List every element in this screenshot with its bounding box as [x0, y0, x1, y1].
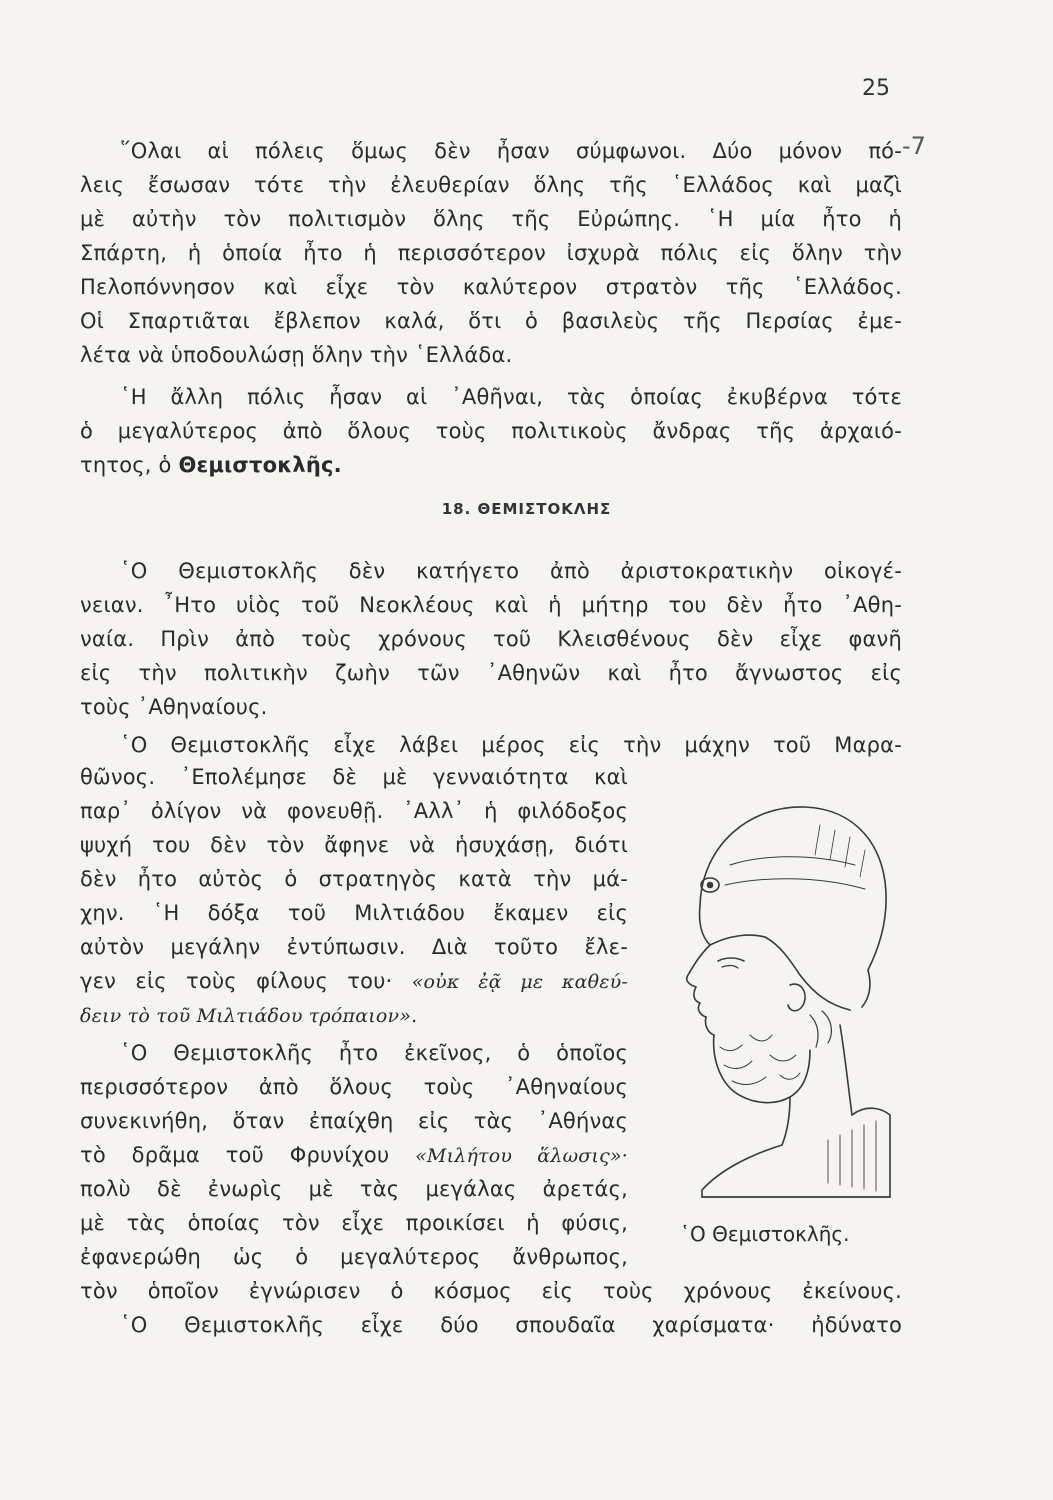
- text-line: συνεκινήθη, ὅταν ἐπαίχθη εἰς τὰς ᾿Αθήνας: [80, 1109, 628, 1133]
- ancient-quote: δειν τὸ τοῦ Μιλτιάδου τρόπαιον».: [80, 1005, 418, 1027]
- text-run: τητος, ὁ: [80, 453, 179, 477]
- text-line: Οἱ Σπαρτιᾶται ἔβλεπον καλά, ὅτι ὁ βασιλεὺς τῆς Περσίας ἐμε-: [80, 309, 902, 333]
- text-line: Πελοπόννησον καὶ εἶχε τὸν καλύτερον στρατὸν τῆς ῾Ελλάδος.: [80, 275, 902, 299]
- play-title: «Μιλήτου ἅλωσις»·: [415, 1145, 628, 1167]
- text-line: λέτα νὰ ὑποδουλώσῃ ὅλην τὴν ῾Ελλάδα.: [80, 343, 513, 367]
- section-heading: 18. ΘΕΜΙΣΤΟΚΛΗΣ: [441, 500, 612, 518]
- text-line: λεις ἔσωσαν τότε τὴν ἐλευθερίαν ὅλης τῆς ῾Ελλάδος καὶ μαζὶ: [80, 173, 902, 197]
- text-line: ὁ μεγαλύτερος ἀπὸ ὅλους τοὺς πολιτικοὺς ἄνδρας τῆς ἀρχαιό-: [80, 419, 902, 443]
- text-run: γεν εἰς τοὺς φίλους του·: [80, 969, 412, 993]
- text-line: τοὺς ᾿Αθηναίους.: [80, 695, 268, 719]
- text-line: μὲ τὰς ὁποίας τὸν εἶχε προικίσει ἡ φύσις,: [80, 1211, 628, 1235]
- themistocles-bust-illustration: [640, 785, 905, 1205]
- text-run: τὸ δρᾶμα τοῦ Φρυνίχου: [80, 1143, 416, 1167]
- text-line: ῾Ο Θεμιστοκλῆς εἶχε δύο σπουδαῖα χαρίσματα· ἠδύνατο: [120, 1313, 902, 1337]
- text-line: ῾Ο Θεμιστοκλῆς δὲν κατήγετο ἀπὸ ἀριστοκρατικὴν οἰκογέ-: [120, 559, 902, 583]
- portrait-figure: [640, 785, 905, 1205]
- text-line: [80, 966, 628, 997]
- text-line: ῞Ολαι αἱ πόλεις ὅμως δὲν ἦσαν σύμφωνοι. Δύο μόνον πό-: [120, 139, 902, 163]
- text-line: ψυχή του δὲν τὸν ἄφηνε νὰ ἡσυχάσῃ, διότι: [80, 833, 628, 857]
- text-line: θῶνος. ᾿Επολέμησε δὲ μὲ γενναιότητα καὶ: [80, 765, 628, 789]
- text-line: ἐφανερώθη ὡς ὁ μεγαλύτερος ἄνθρωπος,: [80, 1245, 628, 1269]
- text-line: παρ᾿ ὀλίγον νὰ φονευθῇ. ᾿Αλλ᾿ ἡ φιλόδοξος: [80, 799, 628, 823]
- text-line: ναία. Πρὶν ἀπὸ τοὺς χρόνους τοῦ Κλεισθένους δὲν εἶχε φανῆ: [80, 627, 902, 651]
- text-line: [80, 1140, 628, 1171]
- name-emphasis: Θεμιστοκλῆς.: [178, 453, 342, 477]
- text-line: μὲ αὐτὴν τὸν πολιτισμὸν ὅλης τῆς Εὐρώπης. ῾Η μία ἦτο ἡ: [80, 207, 902, 231]
- text-line: ῾Ο Θεμιστοκλῆς εἶχε λάβει μέρος εἰς τὴν μάχην τοῦ Μαρα-: [120, 733, 902, 757]
- text-line: [80, 1000, 628, 1031]
- ancient-quote: «οὐκ ἐᾷ με καθεύ-: [411, 971, 629, 993]
- text-line: ῾Η ἄλλη πόλις ἦσαν αἱ ᾿Αθῆναι, τὰς ὁποίας ἐκυβέρνα τότε: [120, 385, 902, 409]
- text-line: νειαν. ῏Ητο υἱὸς τοῦ Νεοκλέους καὶ ἡ μήτηρ του δὲν ἦτο ᾿Αθη-: [80, 593, 902, 617]
- text-line: πολὺ δὲ ἐνωρὶς μὲ τὰς μεγάλας ἀρετάς,: [80, 1177, 628, 1201]
- page-number: 25: [862, 76, 890, 101]
- margin-mark: -7: [902, 132, 926, 160]
- text-line: δὲν ἦτο αὐτὸς ὁ στρατηγὸς κατὰ τὴν μά-: [80, 867, 628, 891]
- text-line: αὐτὸν μεγάλην ἐντύπωσιν. Διὰ τοῦτο ἔλε-: [80, 935, 628, 959]
- text-line: Σπάρτη, ἡ ὁποία ἦτο ἡ περισσότερον ἰσχυρὰ πόλις εἰς ὅλην τὴν: [80, 241, 902, 265]
- text-line: περισσότερον ἀπὸ ὅλους τοὺς ᾿Αθηναίους: [80, 1075, 628, 1099]
- portrait-caption: ῾Ο Θεμιστοκλῆς.: [680, 1222, 850, 1246]
- text-line: ῾Ο Θεμιστοκλῆς ἦτο ἐκεῖνος, ὁ ὁποῖος: [120, 1041, 628, 1065]
- text-line: χην. ῾Η δόξα τοῦ Μιλτιάδου ἔκαμεν εἰς: [80, 901, 628, 925]
- text-line: εἰς τὴν πολιτικὴν ζωὴν τῶν ᾿Αθηνῶν καὶ ἦτο ἄγνωστος εἰς: [80, 661, 902, 685]
- text-line: τὸν ὁποῖον ἐγνώρισεν ὁ κόσμος εἰς τοὺς χρόνους ἐκείνους.: [80, 1279, 902, 1303]
- text-line: [80, 450, 902, 480]
